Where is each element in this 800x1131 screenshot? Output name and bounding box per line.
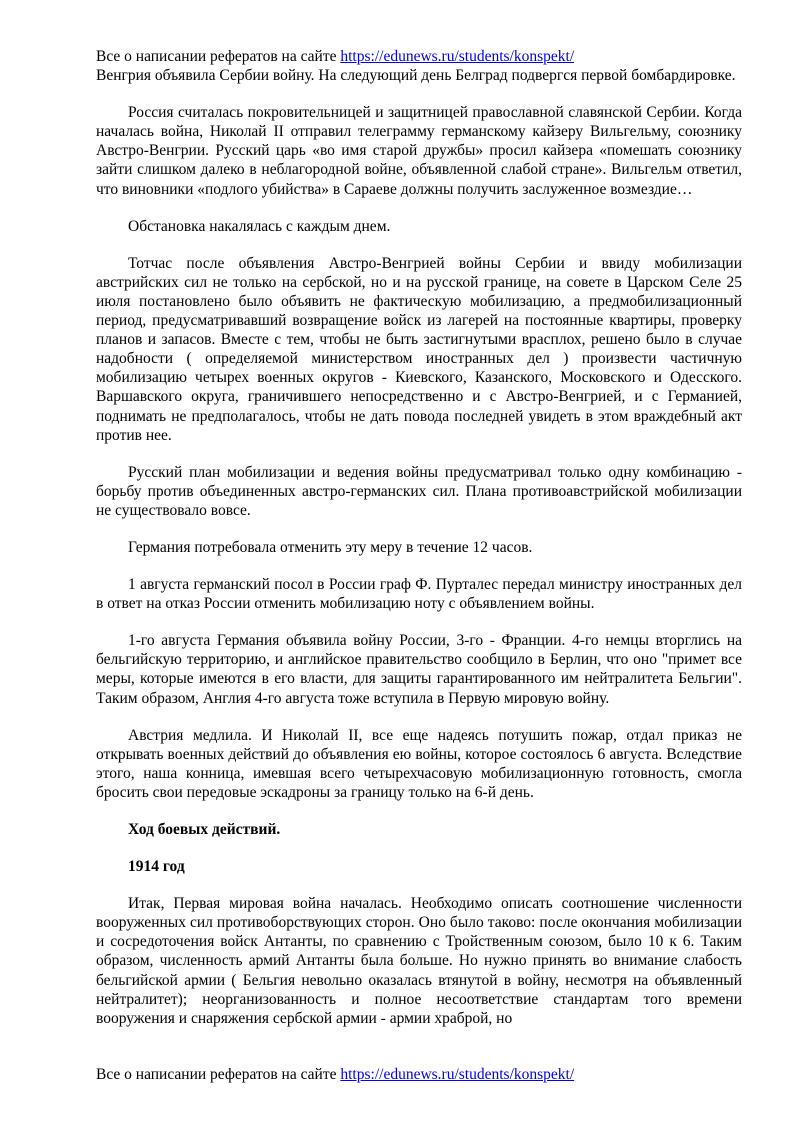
- paragraph: Обстановка накалялась с каждым днем.: [128, 217, 391, 235]
- subsection-heading: 1914 год: [128, 858, 185, 876]
- footer-text: Все о написании рефератов на сайте: [96, 1066, 341, 1083]
- paragraph: Тотчас после объявления Австро-Венгрией войны Сербии и ввиду мобилизации австрийских сил не только на сербской, но и на русской границе, на совете в Царском Селе 25 июля постановлено было объявить не фактическую мобилизацию, а предмобилизационный период, предусматривавший возвращение войск из лагерей на постоянные квартиры, проверку планов и запасов. Вместе с тем, чтобы не быть застигнутыми врасплох, решено было в случае надобности ( определяемой министерством иностранных дел ) произвести частичную мобилизацию четырех военных округов - Киевского, Казанского, Московского и Одесского. Варшавского округа, граничившего непосредственно и с Австро-Венгрией, и с Германией, поднимать не предполагалось, чтобы не дать повода последней увидеть в этом враждебный акт против нее.: [96, 254, 742, 444]
- paragraph: Русский план мобилизации и ведения войны предусматривал только одну комбинацию - борьбу против объединенных австро-германских сил. Плана противоавстрийской мобилизации не существовало вовсе.: [96, 463, 742, 519]
- paragraph: Германия потребовала отменить эту меру в течение 12 часов.: [128, 538, 533, 556]
- page-header: [96, 47, 742, 66]
- footer-link[interactable]: https://edunews.ru/students/konspekt/: [340, 1066, 575, 1083]
- page-footer: [96, 1065, 742, 1084]
- paragraph-intro: Венгрия объявила Сербии войну. На следующий день Белград подвергся первой бомбардировке.: [96, 67, 736, 85]
- document-body: [96, 66, 742, 1046]
- header-text: Все о написании рефератов на сайте: [96, 48, 341, 65]
- section-heading: Ход боевых действий.: [128, 821, 281, 838]
- paragraph: Австрия медлила. И Николай II, все еще надеясь потушить пожар, отдал приказ не открывать военных действий до объявления ею войны, которое состоялось 6 августа. Вследствие этого, наша конница, имевшая всего четырехчасовую мобилизационную готовность, смогла бросить свои передовые эскадроны за границу только на 6-й день.: [96, 726, 742, 801]
- paragraph: 1 августа германский посол в России граф Ф. Пурталес передал министру иностранных дел в ответ на отказ России отменить мобилизацию ноту с объявлением войны.: [96, 576, 742, 613]
- paragraph: 1-го августа Германия объявила войну России, 3-го - Франции. 4-го немцы вторглись на бельгийскую территорию, и английское правительство сообщило в Берлин, что оно "примет все меры, которые имеются в его власти, для защиты гарантированного им нейтралитета Бельгии". Таким образом, Англия 4-го августа тоже вступила в Первую мировую войну.: [96, 632, 742, 707]
- header-link[interactable]: https://edunews.ru/students/konspekt/: [340, 48, 575, 65]
- paragraph: Россия считалась покровительницей и защитницей православной славянской Сербии. Когда началась война, Николай II отправил телеграмму германскому кайзеру Вильгельму, союзнику Австро-Венгрии. Русский царь «во имя старой дружбы» просил кайзера «помешать союзнику зайти слишком далеко в неблагородной войне, объявленной слабой стране». Вильгельм ответил, что виновники «подлого убийства» в Сараеве должны получить заслуженное возмездие…: [96, 104, 742, 198]
- document-page: [96, 47, 742, 1046]
- paragraph: Итак, Первая мировая война началась. Необходимо описать соотношение численности вооруженных сил противоборствующих сторон. Оно было таково: после окончания мобилизации и сосредоточения войск Антанты, по сравнению с Тройственным союзом, было 10 к 6. Таким образом, численность армий Антанты была больше. Но нужно принять во внимание слабость бельгийской армии ( Бельгия невольно оказалась втянутой в войну, несмотря на объявленный нейтралитет); неорганизованность и полное несоответствие стандартам того времени вооружения и снаряжения сербской армии - армии храброй, но: [96, 895, 742, 1027]
